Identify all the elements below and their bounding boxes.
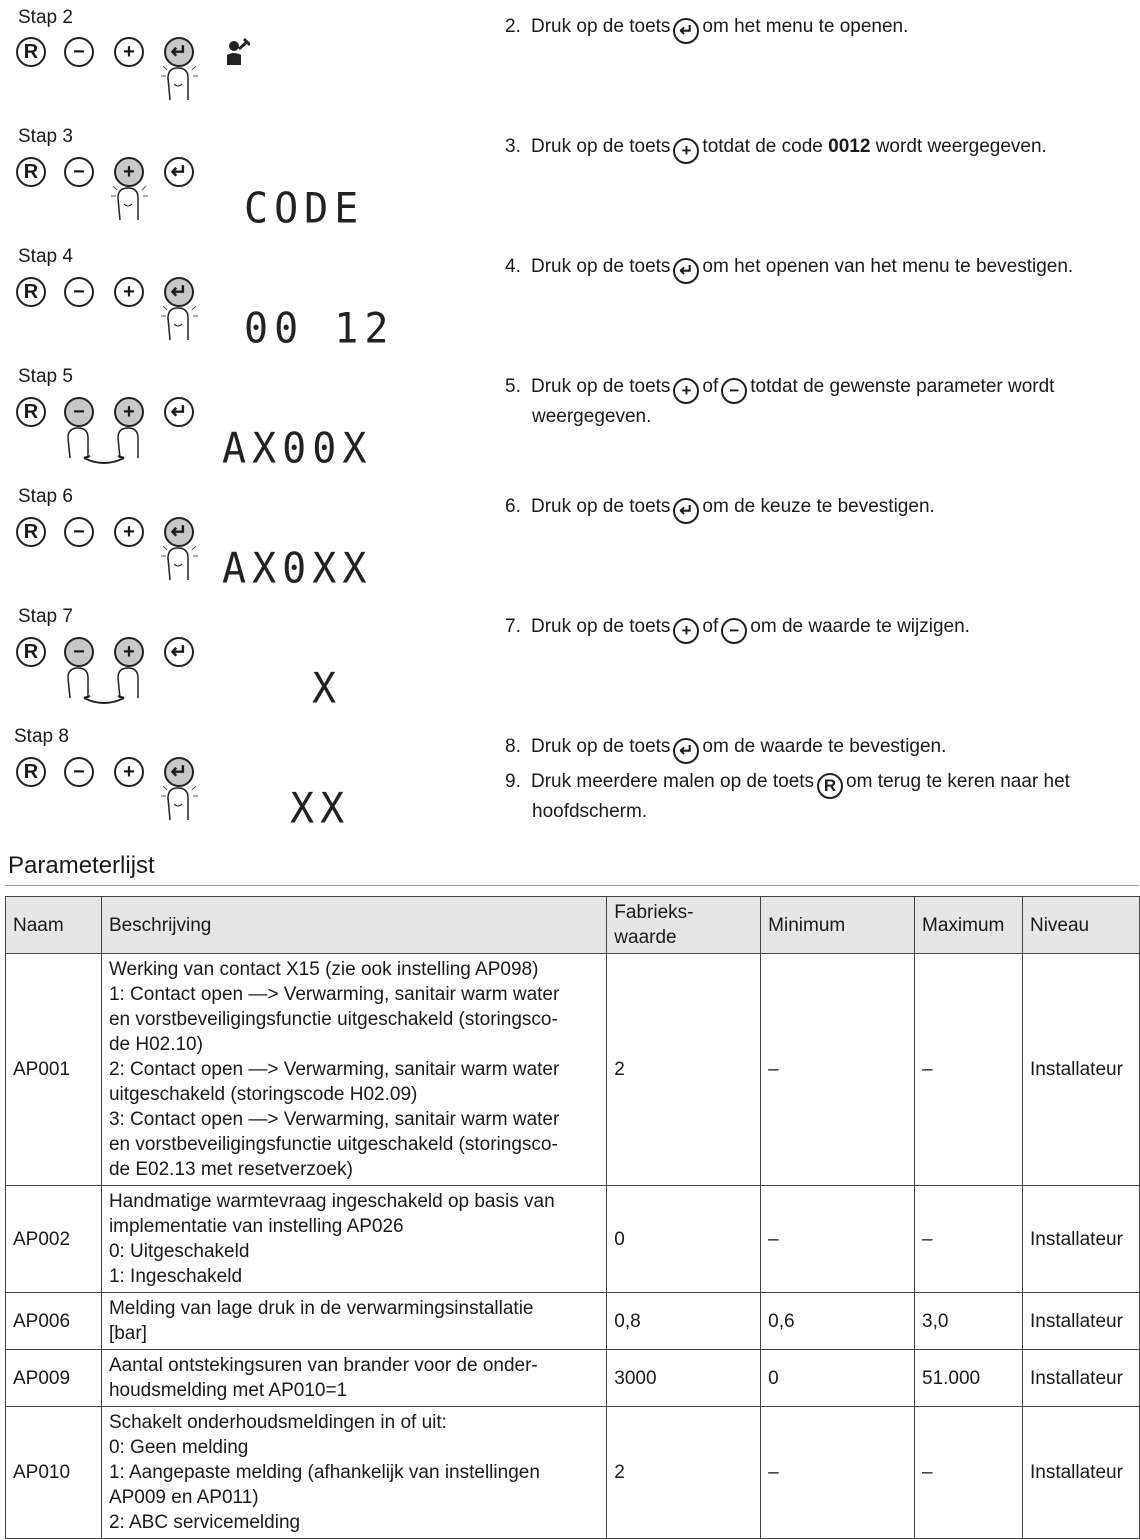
enter-button-pressed: ↵: [164, 757, 194, 787]
cell-naam: AP006: [6, 1293, 102, 1350]
table-header-row: [6, 897, 1140, 954]
enter-button-pressed: ↵: [164, 37, 194, 67]
description-line: houdsmelding met AP010=1: [108, 1380, 348, 1401]
cell-maximum: –: [915, 1186, 1023, 1293]
enter-button: ↵: [164, 397, 194, 427]
enter-key-icon: ↵: [673, 738, 699, 764]
minus-button-pressed: −: [64, 637, 94, 667]
cell-minimum: –: [761, 1186, 915, 1293]
cell-naam: AP010: [6, 1407, 102, 1539]
instruction-5: 5. Druk op de toets + of − totdat de gewenste parameter wordt weergegeven.: [505, 376, 1055, 427]
plus-key-icon: +: [673, 378, 699, 404]
minus-button-pressed: −: [64, 397, 94, 427]
plus-key-icon: +: [673, 618, 699, 644]
cell-naam: AP009: [6, 1350, 102, 1407]
finger-press-icon: [160, 778, 200, 822]
minus-button: −: [64, 277, 94, 307]
lcd-display: CODE: [244, 184, 365, 234]
minus-button: −: [64, 37, 94, 67]
cell-minimum: –: [761, 1407, 915, 1539]
cell-maximum: –: [915, 954, 1023, 1186]
instruction-9: 9. Druk meerdere malen op de toets R om terug te keren naar het hoofdscherm.: [505, 771, 1070, 822]
step-label: Stap 3: [18, 126, 73, 147]
description-line: 0: Uitgeschakeld: [108, 1241, 250, 1262]
cell-beschrijving: [101, 1350, 606, 1407]
table-row: [6, 1186, 1140, 1293]
cell-niveau: Installateur: [1022, 1350, 1139, 1407]
cell-niveau: Installateur: [1022, 1407, 1139, 1539]
minus-button: −: [64, 517, 94, 547]
two-fingers-alternate-icon: [60, 658, 150, 706]
reset-button: R: [16, 757, 46, 787]
lcd-display: X: [312, 664, 343, 714]
instruction-2: 2. Druk op de toets ↵ om het menu te openen.: [505, 14, 908, 44]
description-line: AP009 en AP011): [108, 1487, 259, 1508]
cell-fabriekswaarde: 2: [607, 1407, 761, 1539]
lcd-display: AX00X: [222, 424, 373, 474]
col-header-beschrijving: Beschrijving: [101, 897, 606, 954]
description-line: 2: ABC servicemelding: [108, 1512, 301, 1533]
description-line: en vorstbeveiligingsfunctie uitgeschakeld (storingsco-: [108, 1009, 558, 1030]
step-label: Stap 5: [18, 366, 73, 387]
plus-button: +: [114, 277, 144, 307]
cell-maximum: –: [915, 1407, 1023, 1539]
minus-button: −: [64, 757, 94, 787]
description-line: uitgeschakeld (storingscode H02.09): [108, 1084, 418, 1105]
instruction-7: 7. Druk op de toets + of − om de waarde te wijzigen.: [505, 614, 970, 644]
cell-fabriekswaarde: 3000: [607, 1350, 761, 1407]
minus-key-icon: −: [721, 618, 747, 644]
minus-button: −: [64, 157, 94, 187]
cell-maximum: 51.000: [915, 1350, 1023, 1407]
description-line: Aantal ontstekingsuren van brander voor de onder-: [108, 1355, 538, 1376]
plus-button: +: [114, 517, 144, 547]
plus-button-pressed: +: [114, 397, 144, 427]
description-line: 1: Aangepaste melding (afhankelijk van instellingen: [108, 1462, 540, 1483]
enter-button-pressed: ↵: [164, 277, 194, 307]
lcd-display: XX: [290, 784, 351, 834]
table-row: [6, 1407, 1140, 1539]
description-line: de H02.10): [108, 1034, 203, 1055]
description-line: Handmatige warmtevraag ingeschakeld op basis van: [108, 1191, 555, 1212]
plus-key-icon: +: [673, 138, 699, 164]
enter-button: ↵: [164, 637, 194, 667]
description-line: [bar]: [108, 1323, 147, 1344]
table-row: [6, 954, 1140, 1186]
finger-press-icon: [110, 178, 150, 222]
instruction-3: 3. Druk op de toets + totdat de code 0012 wordt weergegeven.: [505, 134, 1047, 164]
step-label: Stap 6: [18, 486, 73, 507]
cell-maximum: 3,0: [915, 1293, 1023, 1350]
instruction-4: 4. Druk op de toets ↵ om het openen van het menu te bevestigen.: [505, 254, 1073, 284]
cell-fabriekswaarde: 2: [607, 954, 761, 1186]
cell-beschrijving: [101, 954, 606, 1186]
cell-beschrijving: [101, 1407, 606, 1539]
col-header-maximum: Maximum: [915, 897, 1023, 954]
plus-button-pressed: +: [114, 157, 144, 187]
reset-key-icon: R: [817, 773, 843, 799]
cell-fabriekswaarde: 0: [607, 1186, 761, 1293]
table-row: [6, 1350, 1140, 1407]
enter-key-icon: ↵: [673, 498, 699, 524]
step-label: Stap 2: [18, 7, 73, 28]
lcd-display: 00 12: [244, 304, 395, 354]
section-divider: [5, 885, 1139, 886]
col-header-naam: Naam: [6, 897, 102, 954]
step-label: Stap 8: [14, 726, 69, 747]
cell-niveau: Installateur: [1022, 1293, 1139, 1350]
plus-button-pressed: +: [114, 637, 144, 667]
reset-button: R: [16, 277, 46, 307]
step-label: Stap 4: [18, 246, 73, 267]
reset-button: R: [16, 517, 46, 547]
cell-naam: AP002: [6, 1186, 102, 1293]
installer-wrench-icon: [224, 37, 250, 67]
instruction-6: 6. Druk op de toets ↵ om de keuze te bevestigen.: [505, 494, 935, 524]
enter-button: ↵: [164, 157, 194, 187]
cell-beschrijving: [101, 1186, 606, 1293]
description-line: en vorstbeveiligingsfunctie uitgeschakeld (storingsco-: [108, 1134, 558, 1155]
col-header-minimum: Minimum: [761, 897, 915, 954]
reset-button: R: [16, 37, 46, 67]
finger-press-icon: [160, 298, 200, 342]
cell-niveau: Installateur: [1022, 954, 1139, 1186]
cell-fabriekswaarde: 0,8: [607, 1293, 761, 1350]
instruction-8: 8. Druk op de toets ↵ om de waarde te bevestigen.: [505, 734, 946, 764]
finger-press-icon: [160, 538, 200, 582]
lcd-display: AX0XX: [222, 544, 373, 594]
description-line: Melding van lage druk in de verwarmingsinstallatie: [108, 1298, 534, 1319]
description-line: 0: Geen melding: [108, 1437, 249, 1458]
two-fingers-alternate-icon: [60, 418, 150, 466]
description-line: 3: Contact open —> Verwarming, sanitair warm water: [108, 1109, 560, 1130]
reset-button: R: [16, 637, 46, 667]
description-line: 1: Contact open —> Verwarming, sanitair warm water: [108, 984, 560, 1005]
minus-key-icon: −: [721, 378, 747, 404]
section-title: Parameterlijst: [8, 852, 155, 879]
plus-button: +: [114, 37, 144, 67]
reset-button: R: [16, 157, 46, 187]
enter-key-icon: ↵: [673, 18, 699, 44]
description-line: Schakelt onderhoudsmeldingen in of uit:: [108, 1412, 447, 1433]
cell-minimum: 0,6: [761, 1293, 915, 1350]
parameter-table: [5, 896, 1140, 1539]
plus-button: +: [114, 757, 144, 787]
description-line: implementatie van instelling AP026: [108, 1216, 404, 1237]
description-line: Werking van contact X15 (zie ook instelling AP098): [108, 959, 539, 980]
cell-naam: AP001: [6, 954, 102, 1186]
description-line: de E02.13 met resetverzoek): [108, 1159, 353, 1180]
cell-minimum: –: [761, 954, 915, 1186]
enter-key-icon: ↵: [673, 258, 699, 284]
description-line: 1: Ingeschakeld: [108, 1266, 243, 1287]
step-label: Stap 7: [18, 606, 73, 627]
finger-press-icon: [160, 58, 200, 102]
reset-button: R: [16, 397, 46, 427]
cell-beschrijving: [101, 1293, 606, 1350]
table-row: [6, 1293, 1140, 1350]
description-line: 2: Contact open —> Verwarming, sanitair warm water: [108, 1059, 560, 1080]
cell-niveau: Installateur: [1022, 1186, 1139, 1293]
cell-minimum: 0: [761, 1350, 915, 1407]
col-header-fabriekswaarde: Fabrieks- waarde: [607, 897, 761, 954]
enter-button-pressed: ↵: [164, 517, 194, 547]
col-header-niveau: Niveau: [1022, 897, 1139, 954]
